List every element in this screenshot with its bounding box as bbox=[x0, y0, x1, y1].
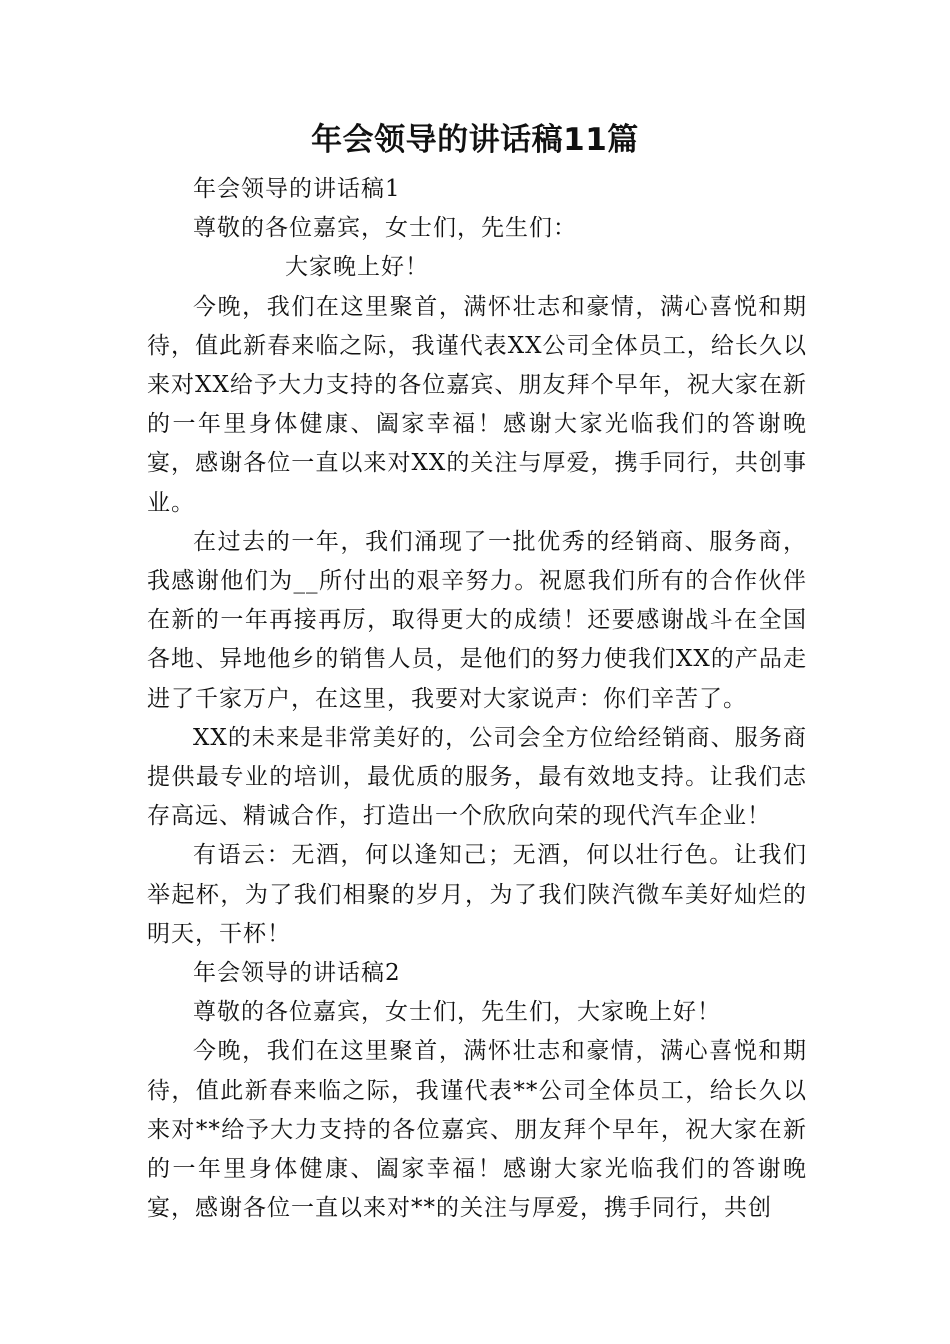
salutation: 尊敬的各位嘉宾，女士们，先生们： bbox=[193, 215, 577, 242]
greeting: 大家晚上好！ bbox=[285, 254, 429, 281]
document-body bbox=[147, 170, 807, 1228]
paragraph: 有语云：无酒，何以逢知己；无酒，何以壮行色。让我们举起杯，为了我们相聚的岁月，为了我们陕汽微车美好灿烂的明天，干杯！ bbox=[147, 842, 807, 947]
paragraph: 在过去的一年，我们涌现了一批优秀的经销商、服务商，我感谢他们为__所付出的艰辛努力。祝愿我们所有的合作伙伴在新的一年再接再厉，取得更大的成绩！还要感谢战斗在全国各地、异地他乡的销售人员，是他们的努力使我们XX的产品走进了千家万户，在这里，我要对大家说声：你们辛苦了。 bbox=[147, 528, 807, 712]
paragraph: 今晚，我们在这里聚首，满怀壮志和豪情，满心喜悦和期待，值此新春来临之际，我谨代表XX公司全体员工，给长久以来对XX给予大力支持的各位嘉宾、朋友拜个早年，祝大家在新的一年里身体健康、阖家幸福！感谢大家光临我们的答谢晚宴，感谢各位一直以来对XX的关注与厚爱，携手同行，共创事业。 bbox=[147, 293, 807, 516]
paragraph: 今晚，我们在这里聚首，满怀壮志和豪情，满心喜悦和期待，值此新春来临之际，我谨代表**公司全体员工，给长久以来对**给予大力支持的各位嘉宾、朋友拜个早年，祝大家在新的一年里身体健康、阖家幸福！感谢大家光临我们的答谢晚宴，感谢各位一直以来对**的关注与厚爱，携手同行，共创 bbox=[147, 1038, 807, 1222]
paragraph: XX的未来是非常美好的，公司会全方位给经销商、服务商提供最专业的培训，最优质的服务，最有效地支持。让我们志存高远、精诚合作，打造出一个欣欣向荣的现代汽车企业！ bbox=[147, 724, 807, 830]
salutation: 尊敬的各位嘉宾，女士们，先生们，大家晚上好！ bbox=[193, 999, 721, 1026]
section-heading-2: 年会领导的讲话稿2 bbox=[193, 960, 401, 987]
section-heading-1: 年会领导的讲话稿1 bbox=[193, 176, 401, 202]
document-title: 年会领导的讲话稿11篇 bbox=[311, 122, 639, 158]
